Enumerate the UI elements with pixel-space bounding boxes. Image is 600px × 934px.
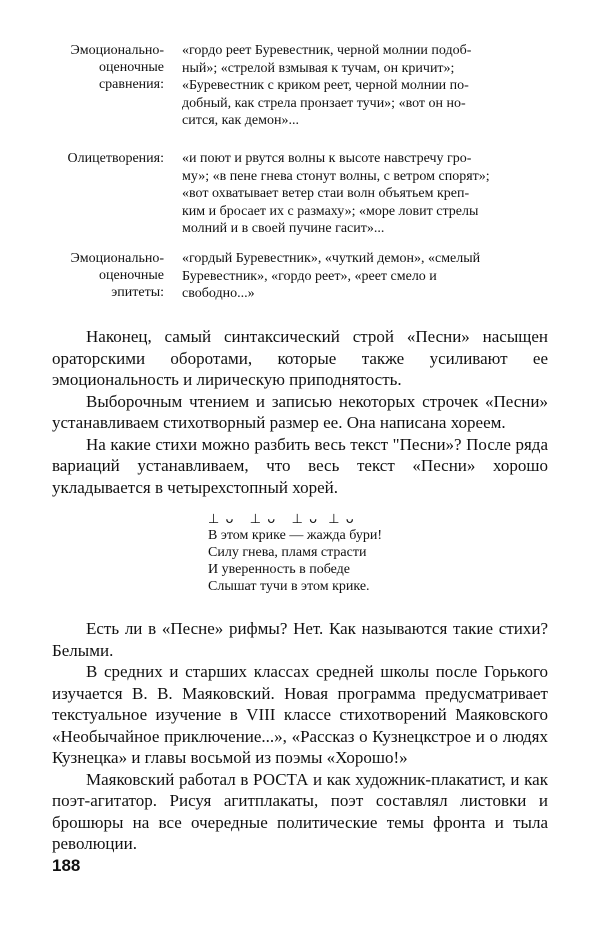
paragraph: Маяковский работал в РОСТА и как художник-плакатист, и как поэт-агитатор. Рисуя агитплакаты, поэт составлял листовки и брошюры на все очередные политические темы фронта и тыла революции. xyxy=(52,769,548,853)
poem-excerpt xyxy=(208,513,448,595)
device-examples xyxy=(182,150,600,238)
example-line: «и поют и рвутся волны к высоте навстречу гро- xyxy=(182,151,472,166)
example-line: «вот охватывает ветер стаи волн объятьем креп- xyxy=(182,186,470,201)
poem-line: И уверенность в победе xyxy=(208,562,351,577)
body-text-bottom xyxy=(52,618,548,855)
page-number: 188 xyxy=(52,856,81,875)
example-line: «Буревестник с криком реет, черной молнии по- xyxy=(182,78,469,93)
stress-marks: ⊥ ᴗ ⊥ ᴗ ⊥ ᴗ ⊥ ᴗ xyxy=(208,512,355,527)
paragraph: На какие стихи можно разбить весь текст "Песни»? После ряда вариаций устанавливаем, что весь текст «Песни» хорошо укладывается в четырехстопный хорей. xyxy=(52,434,548,497)
device-term: Эмоционально- оценочные эпитеты: xyxy=(70,251,164,300)
poem-line: Слышат тучи в этом крике. xyxy=(208,579,370,594)
paragraph: Наконец, самый синтаксический строй «Песни» насыщен ораторскими оборотами, которые также усиливают ее эмоциональность и лирическую приподнятость. xyxy=(52,327,548,389)
example-line: «гордо реет Буревестник, черной молнии подоб- xyxy=(182,43,472,58)
example-line: добный, как стрела пронзает тучи»; «вот он но- xyxy=(182,95,466,111)
device-examples xyxy=(182,250,600,303)
poem-line: Силу гнева, пламя страсти xyxy=(208,545,367,560)
example-line: Буревестник», «гордо реет», «реет смело и xyxy=(182,268,437,284)
paragraph: Есть ли в «Песне» рифмы? Нет. Как называются такие стихи? Белыми. xyxy=(52,619,548,660)
example-line: ким и бросает их с размаху»; «море ловит стрелы xyxy=(182,203,479,219)
example-line: свободно...» xyxy=(182,286,255,301)
example-line: сится, как демон»... xyxy=(182,113,299,128)
device-examples xyxy=(182,42,600,130)
device-term: Эмоционально- оценочные сравнения: xyxy=(70,43,164,92)
paragraph: В средних и старших классах средней школы после Горького изучается В. В. Маяковский. Новая программа предусматривает текстуальное изучение в VIII классе стихотворений Маяковского «Необычайное приключение...», «Рассказ о Кузнецкстрое и о людях Кузнецка» и главы восьмой из поэмы «Хорошо!» xyxy=(52,662,548,767)
example-line: ный»; «стрелой взмывая к тучам, он кричит»; xyxy=(182,60,455,76)
example-line: му»; «в пене гнева стонут волны, с ветром спорят»; xyxy=(182,168,490,184)
paragraph: Выборочным чтением и записью некоторых строчек «Песни» устанавливаем стихотворный размер ее. Она написана хореем. xyxy=(52,391,548,432)
device-term: Олицетворения: xyxy=(67,151,164,166)
body-text-top xyxy=(52,326,548,498)
poem-line: В этом крике — жажда бури! xyxy=(208,528,382,543)
example-line: «гордый Буревестник», «чуткий демон», «смелый xyxy=(182,251,481,266)
example-line: молний и в своей пучине гасит»... xyxy=(182,221,385,236)
